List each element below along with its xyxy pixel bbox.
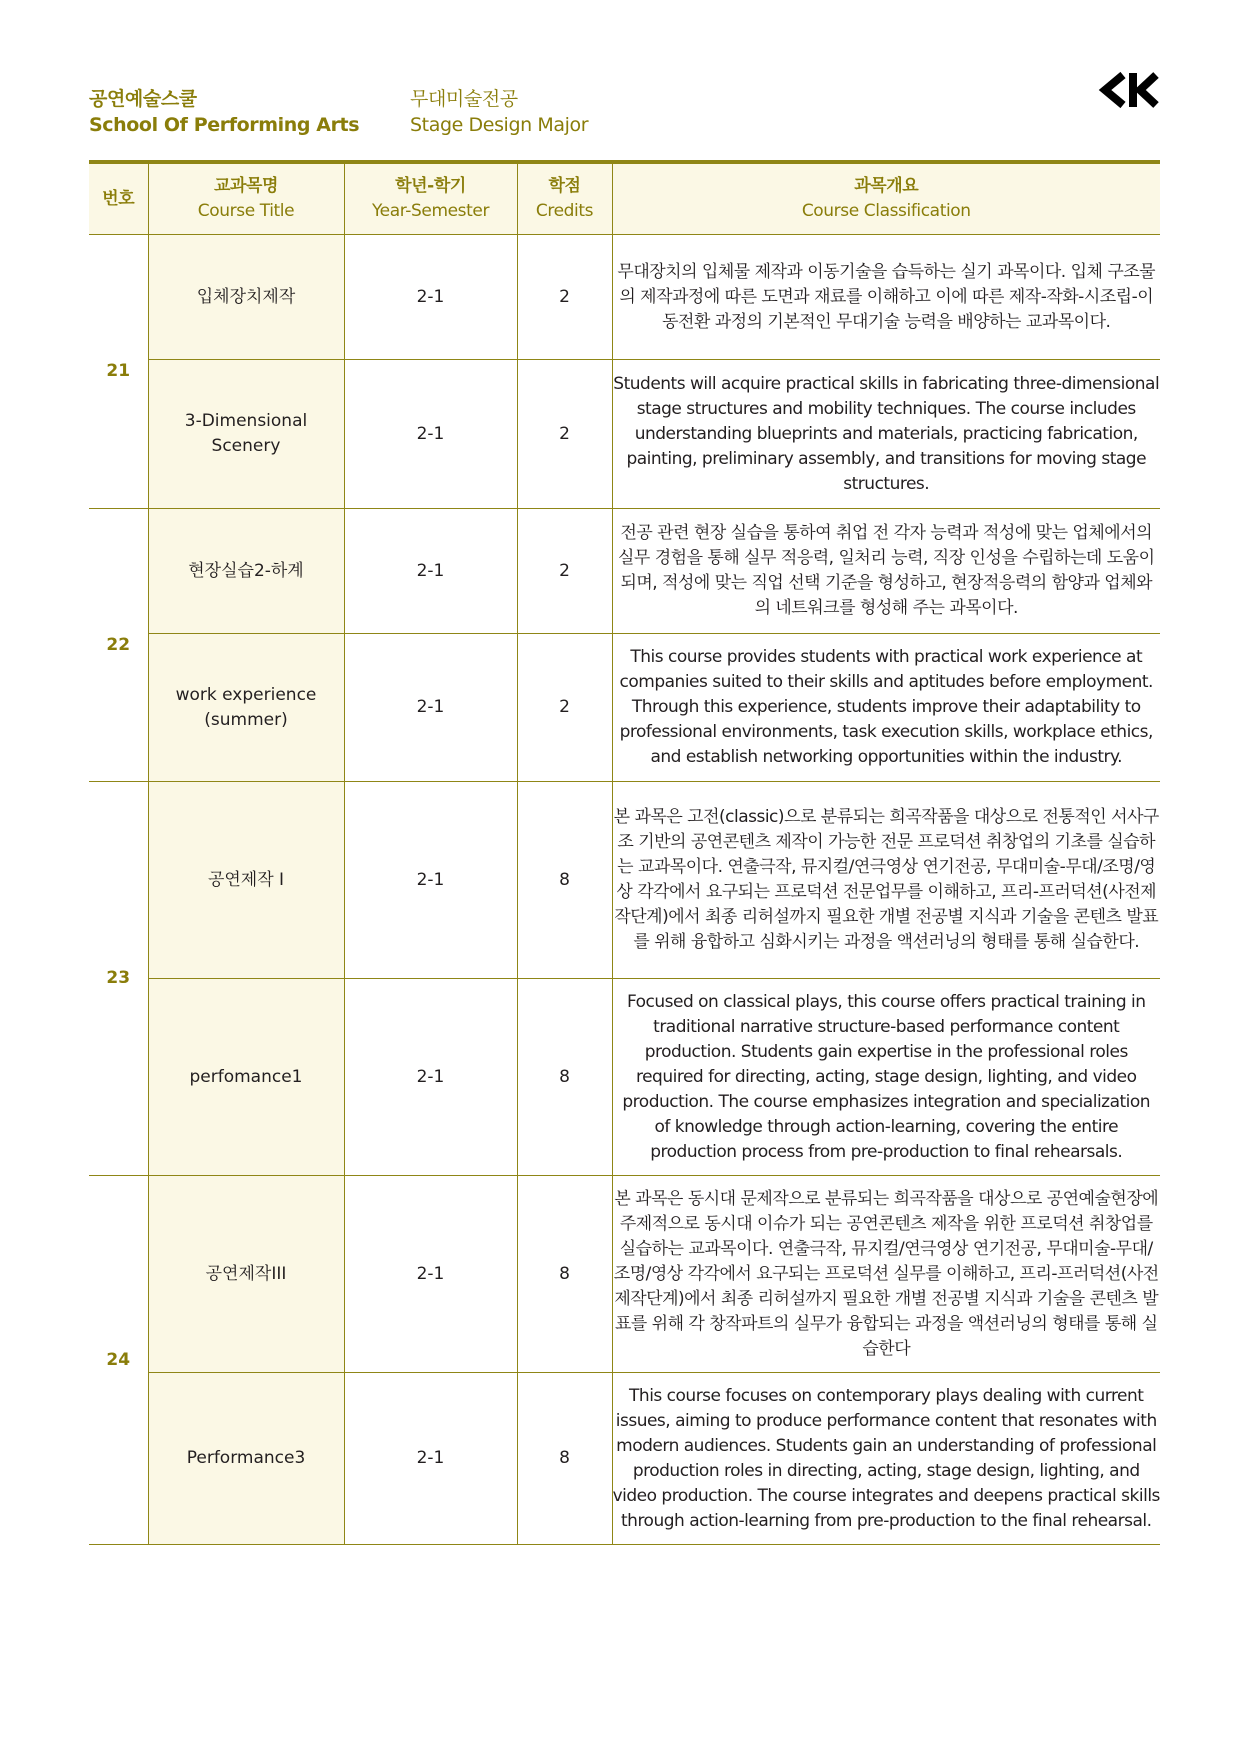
school-block [89, 86, 359, 138]
major-block [410, 86, 588, 138]
credits: 2 [517, 235, 612, 360]
course-description-ko: 무대장치의 입체물 제작과 이동기술을 습득하는 실기 과목이다. 입체 구조물의 제작과정에 따른 도면과 재료를 이해하고 이에 따른 제작-작화-시조립-이동전환 과정의 기본적인 무대기술 능력을 배양하는 교과목이다. [612, 235, 1160, 360]
header-course-title: 교과목명 Course Title [148, 162, 344, 235]
header-num: 번호 [89, 162, 148, 235]
year-semester: 2-1 [344, 360, 517, 509]
year-semester: 2-1 [344, 979, 517, 1176]
year-semester: 2-1 [344, 782, 517, 979]
table-row [89, 509, 1160, 634]
credits: 8 [517, 782, 612, 979]
table-header-row [89, 162, 1160, 235]
header-credits: 학점 Credits [517, 162, 612, 235]
course-title-en: work experience (summer) [148, 634, 344, 782]
course-description-ko: 전공 관련 현장 실습을 통하여 취업 전 각자 능력과 적성에 맞는 업체에서의 실무 경험을 통해 실무 적응력, 일처리 능력, 직장 인성을 수립하는데 도움이 되며, 적성에 맞는 직업 선택 기준을 형성하고, 현장적응력의 함양과 업체와의 네트워크를 형성해 주는 과목이다. [612, 509, 1160, 634]
credits: 8 [517, 1373, 612, 1545]
school-name-en: School Of Performing Arts [89, 114, 360, 136]
table-row [89, 1176, 1160, 1373]
year-semester: 2-1 [344, 634, 517, 782]
credits: 2 [517, 634, 612, 782]
course-description-en: Focused on classical plays, this course offers practical training in traditional narrative structure-based performance content production. Students gain expertise in the professional roles required for directing, acting, stage design, lighting, and video production. The course emphasizes integration and specialization of knowledge through action-learning, covering the entire production process from pre-production to final rehearsals. [612, 979, 1160, 1176]
course-number: 21 [89, 235, 148, 509]
course-table [89, 160, 1160, 1545]
credits: 2 [517, 509, 612, 634]
table-row [89, 634, 1160, 782]
course-description-en: This course provides students with practical work experience at companies suited to their skills and aptitudes before employment. Through this experience, students improve their adaptability to professional environments, task execution skills, workplace ethics, and establish networking opportunities within the industry. [612, 634, 1160, 782]
credits: 8 [517, 1176, 612, 1373]
course-description-en: Students will acquire practical skills in fabricating three-dimensional stage structures and mobility techniques. The course includes understanding blueprints and materials, practicing fabrication, painting, preliminary assembly, and transitions for moving stage structures. [612, 360, 1160, 509]
table-row [89, 1373, 1160, 1545]
table-row [89, 360, 1160, 509]
table-row [89, 782, 1160, 979]
course-description-en: This course focuses on contemporary plays dealing with current issues, aiming to produce performance content that resonates with modern audiences. Students gain an understanding of professional production roles in directing, acting, stage design, lighting, and video production. The course integrates and deepens practical skills through action-learning from pre-production to the final rehearsal. [612, 1373, 1160, 1545]
year-semester: 2-1 [344, 235, 517, 360]
course-number: 24 [89, 1176, 148, 1545]
major-name-ko: 무대미술전공 [410, 88, 518, 110]
table-row [89, 235, 1160, 360]
course-title-ko: 입체장치제작 [148, 235, 344, 360]
school-name-ko: 공연예술스쿨 [89, 88, 197, 110]
header-year-semester: 학년-학기 Year-Semester [344, 162, 517, 235]
course-title-ko: 공연제작 I [148, 782, 344, 979]
course-title-en: Performance3 [148, 1373, 344, 1545]
course-title-ko: 현장실습2-하계 [148, 509, 344, 634]
course-title-ko: 공연제작III [148, 1176, 344, 1373]
table-row [89, 979, 1160, 1176]
ck-logo-icon [1098, 71, 1160, 109]
credits: 8 [517, 979, 612, 1176]
course-number: 22 [89, 509, 148, 782]
major-name-en: Stage Design Major [410, 114, 589, 136]
course-description-ko: 본 과목은 고전(classic)으로 분류되는 희곡작품을 대상으로 전통적인 서사구조 기반의 공연콘텐츠 제작이 가능한 전문 프로덕션 취창업의 기초를 실습하는 교과목이다. 연출극작, 뮤지컬/연극영상 연기전공, 무대미술-무대/조명/영상 각각에서 요구되는 프로덕션 전문업무를 이해하고, 프리-프러덕션(사전제작단계)에서 최종 리허설까지 필요한 개별 전공별 지식과 기술을 콘텐츠 발표를 위해 융합하고 심화시키는 과정을 액션러닝의 형태를 통해 실습한다. [612, 782, 1160, 979]
year-semester: 2-1 [344, 509, 517, 634]
year-semester: 2-1 [344, 1373, 517, 1545]
year-semester: 2-1 [344, 1176, 517, 1373]
course-title-en: perfomance1 [148, 979, 344, 1176]
credits: 2 [517, 360, 612, 509]
course-number: 23 [89, 782, 148, 1176]
header-course-classification: 과목개요 Course Classification [612, 162, 1160, 235]
course-title-en: 3-Dimensional Scenery [148, 360, 344, 509]
course-description-ko: 본 과목은 동시대 문제작으로 분류되는 희곡작품을 대상으로 공연예술현장에 주제적으로 동시대 이슈가 되는 공연콘텐츠 제작을 위한 프로덕션 취창업를 실습하는 교과목이다. 연출극작, 뮤지컬/연극영상 연기전공, 무대미술-무대/조명/영상 각각에서 요구되는 프로덕션 실무를 이해하고, 프리-프러덕션(사전제작단계)에서 최종 리허설까지 필요한 개별 전공별 지식과 기술을 콘텐츠 발표를 위해 각 창작파트의 실무가 융합되는 과정을 액션러닝의 형태를 통해 실습한다 [612, 1176, 1160, 1373]
